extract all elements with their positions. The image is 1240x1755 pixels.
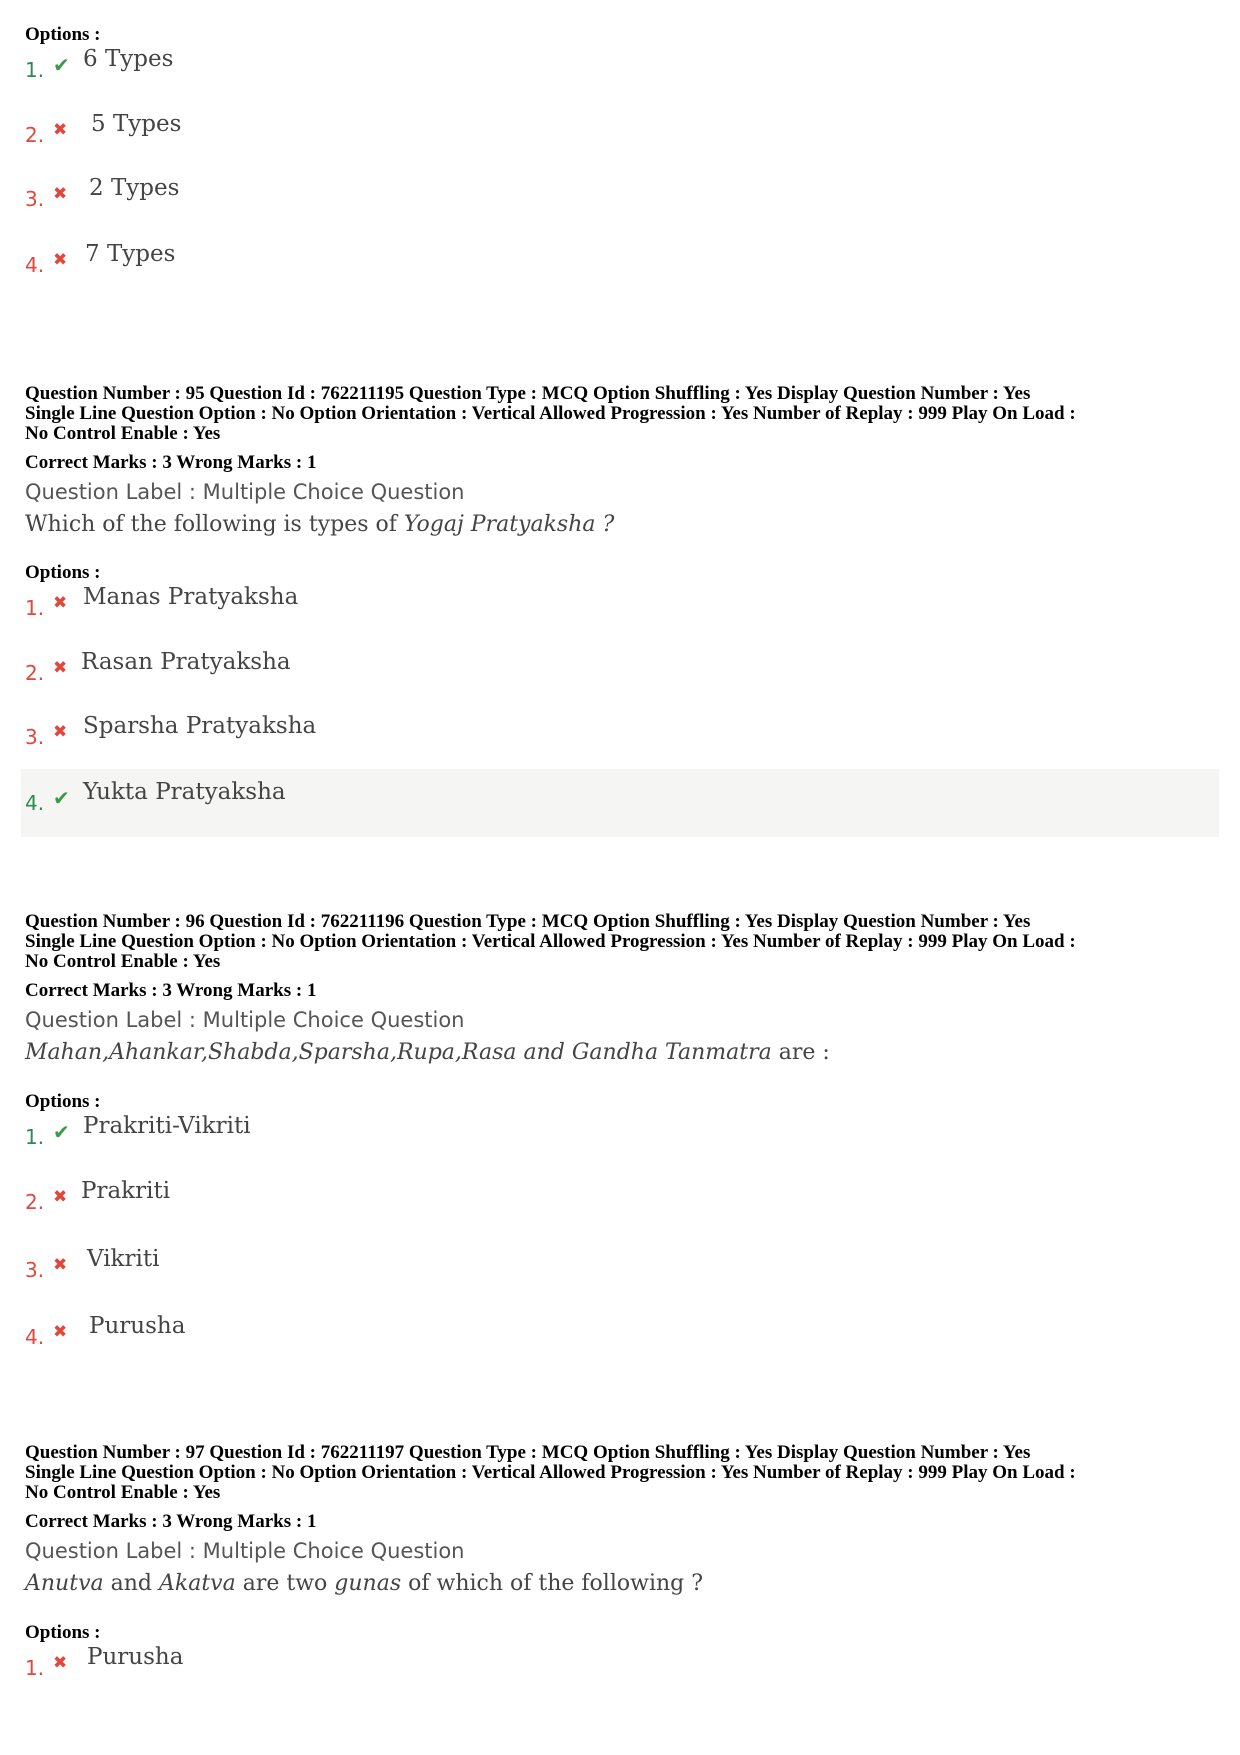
check-icon: ✔ xyxy=(53,53,70,77)
marks-line: Correct Marks : 3 Wrong Marks : 1 xyxy=(25,452,317,473)
question-text xyxy=(25,512,1215,537)
options-label: Options : xyxy=(25,1622,101,1643)
question-block-96 xyxy=(25,912,1215,1065)
question-meta xyxy=(25,384,1215,444)
options-block-q94 xyxy=(25,24,1215,277)
meta-line: Single Line Question Option : No Option Orientation : Vertical Allowed Progression : Yes Number of Replay : 999 Play On Load : xyxy=(25,931,1076,952)
option-row xyxy=(25,1313,1215,1353)
option-text: Sparsha Pratyaksha xyxy=(83,713,317,739)
options-block-q96 xyxy=(25,1091,1215,1349)
question-text-part: of which of the following ? xyxy=(401,1571,704,1596)
options-label: Options : xyxy=(25,562,101,583)
option-row xyxy=(25,46,1215,86)
option-number: 1. xyxy=(25,1125,45,1149)
option-text: 2 Types xyxy=(89,175,180,201)
question-meta xyxy=(25,912,1215,972)
option-row xyxy=(25,713,1215,753)
option-number: 3. xyxy=(25,1258,45,1282)
option-number: 4. xyxy=(25,253,45,277)
meta-line: Question Number : 95 Question Id : 762211195 Question Type : MCQ Option Shuffling : Yes Display Question Number : Yes xyxy=(25,383,1031,404)
option-text: Prakriti-Vikriti xyxy=(83,1113,251,1139)
question-block-97 xyxy=(25,1443,1215,1596)
option-text: Rasan Pratyaksha xyxy=(81,649,291,675)
cross-icon: ✖ xyxy=(53,1653,68,1673)
check-icon: ✔ xyxy=(53,786,70,810)
cross-icon: ✖ xyxy=(53,1322,68,1342)
option-number: 3. xyxy=(25,725,45,749)
option-number: 1. xyxy=(25,596,45,620)
options-label: Options : xyxy=(25,1091,101,1112)
cross-icon: ✖ xyxy=(53,120,68,140)
question-label: Question Label : Multiple Choice Question xyxy=(25,1008,465,1032)
question-text-part: and xyxy=(103,1571,159,1596)
option-number: 4. xyxy=(25,1325,45,1349)
cross-icon: ✖ xyxy=(53,1187,68,1207)
question-text xyxy=(25,1040,1215,1065)
meta-line: Single Line Question Option : No Option Orientation : Vertical Allowed Progression : Yes Number of Replay : 999 Play On Load : xyxy=(25,403,1076,424)
cross-icon: ✖ xyxy=(53,250,68,270)
option-text: Prakriti xyxy=(81,1178,171,1204)
options-block-q95 xyxy=(25,562,1215,815)
options-block-q97 xyxy=(25,1622,1215,1680)
meta-line: Question Number : 97 Question Id : 762211197 Question Type : MCQ Option Shuffling : Yes Display Question Number : Yes xyxy=(25,1442,1031,1463)
cross-icon: ✖ xyxy=(53,658,68,678)
marks-line: Correct Marks : 3 Wrong Marks : 1 xyxy=(25,1511,317,1532)
question-text-italic: Yogaj Pratyaksha ? xyxy=(403,512,615,537)
cross-icon: ✖ xyxy=(53,184,68,204)
question-label: Question Label : Multiple Choice Question xyxy=(25,1539,465,1563)
question-label: Question Label : Multiple Choice Question xyxy=(25,480,465,504)
option-text: Yukta Pratyaksha xyxy=(83,779,286,805)
option-row xyxy=(25,1178,1215,1218)
meta-line: No Control Enable : Yes xyxy=(25,951,221,972)
option-row-highlighted xyxy=(25,779,1215,819)
question-text-italic: Mahan,Ahankar,Shabda,Sparsha,Rupa,Rasa and Gandha Tanmatra xyxy=(25,1040,772,1065)
cross-icon: ✖ xyxy=(53,722,68,742)
option-row xyxy=(25,1644,1215,1684)
option-number: 4. xyxy=(25,791,45,815)
option-text: 7 Types xyxy=(85,241,176,267)
meta-line: No Control Enable : Yes xyxy=(25,1482,221,1503)
cross-icon: ✖ xyxy=(53,593,68,613)
option-row xyxy=(25,584,1215,624)
option-text: 6 Types xyxy=(83,46,174,72)
option-number: 2. xyxy=(25,123,45,147)
option-row xyxy=(25,649,1215,689)
option-row xyxy=(25,241,1215,281)
question-text-part: are two xyxy=(235,1571,335,1596)
question-text xyxy=(25,1571,1215,1596)
meta-line: No Control Enable : Yes xyxy=(25,423,221,444)
option-number: 2. xyxy=(25,1190,45,1214)
option-row xyxy=(25,175,1215,215)
option-text: Manas Pratyaksha xyxy=(83,584,299,610)
marks-line: Correct Marks : 3 Wrong Marks : 1 xyxy=(25,980,317,1001)
option-text: Vikriti xyxy=(87,1246,160,1272)
option-row xyxy=(25,1246,1215,1286)
option-number: 2. xyxy=(25,661,45,685)
option-number: 1. xyxy=(25,58,45,82)
question-meta xyxy=(25,1443,1215,1503)
meta-line: Single Line Question Option : No Option Orientation : Vertical Allowed Progression : Yes Number of Replay : 999 Play On Load : xyxy=(25,1462,1076,1483)
question-text-italic: Anutva xyxy=(25,1571,104,1596)
question-text-italic: Akatva xyxy=(158,1571,236,1596)
question-text-part: are : xyxy=(771,1040,830,1065)
option-text: Purusha xyxy=(89,1313,186,1339)
option-row xyxy=(25,1113,1215,1153)
meta-line: Question Number : 96 Question Id : 762211196 Question Type : MCQ Option Shuffling : Yes Display Question Number : Yes xyxy=(25,911,1031,932)
option-number: 3. xyxy=(25,187,45,211)
option-number: 1. xyxy=(25,1656,45,1680)
option-text: 5 Types xyxy=(91,111,182,137)
options-label: Options : xyxy=(25,24,101,45)
question-block-95 xyxy=(25,384,1215,537)
cross-icon: ✖ xyxy=(53,1255,68,1275)
check-icon: ✔ xyxy=(53,1120,70,1144)
option-text: Purusha xyxy=(87,1644,184,1670)
question-text-part: Which of the following is types of xyxy=(25,512,404,537)
question-text-italic: gunas xyxy=(334,1571,402,1596)
option-row xyxy=(25,111,1215,151)
